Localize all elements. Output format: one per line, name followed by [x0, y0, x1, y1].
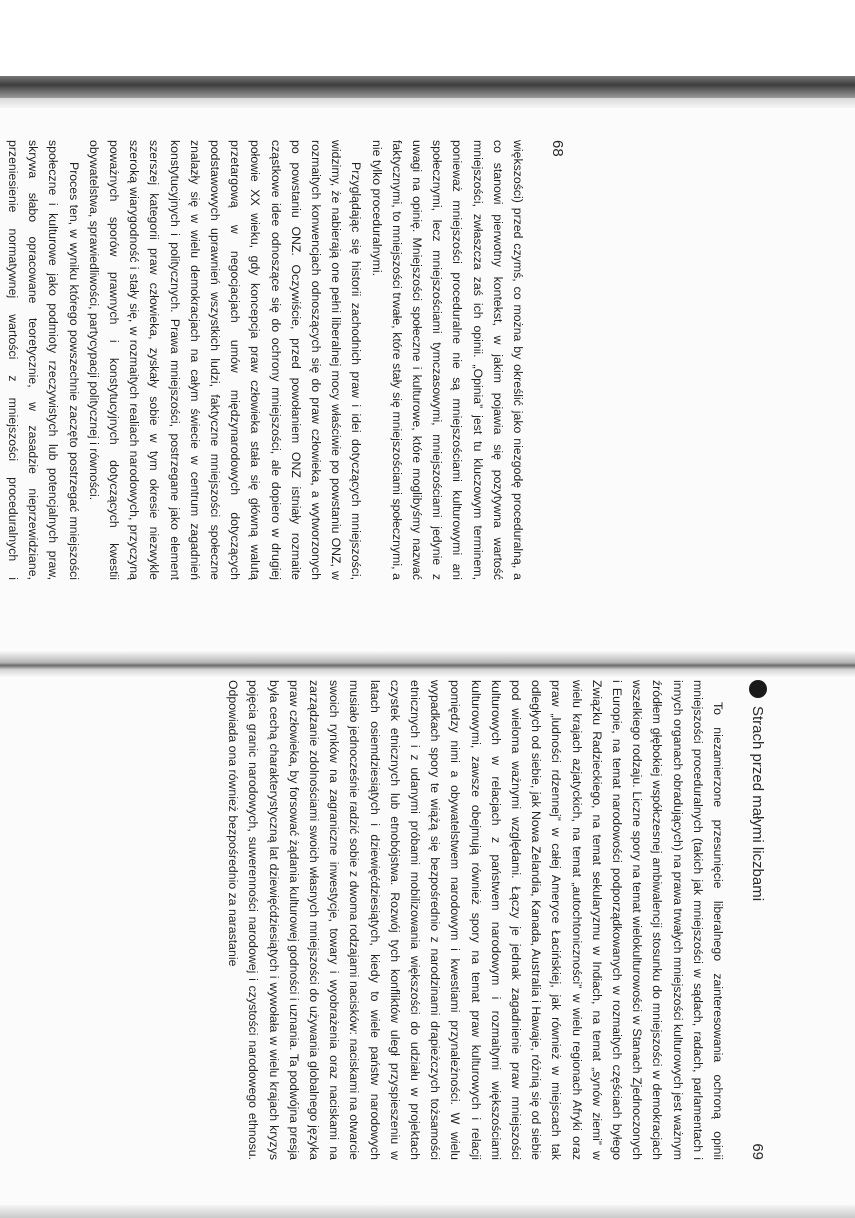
paragraph: Przyglądając się historii zachodnich praw i idei dotyczących mniejszości, widzimy, że nabierają one pełni liberalnej mocy właściwie po powstaniu ONZ, w rozmaitych konwencjach odnoszących się do praw człowieka, a wytworzonych po powstaniu ONZ. Oczywiście, przed powołaniem ONZ istniały rozmaite cząstkowe idee odnoszące się do ochrony mniejszości, ale dopiero w drugiej połowie XX wieku, gdy koncepcja praw człowieka stała się główną walutą przetargową w negocjacjach umów międzynarodowych dotyczących podstawowych uprawnień wszystkich ludzi, faktyczne mniejszości społeczne znalazły się w wielu demokracjach na całym świecie w centrum zagadnień konstytucyjnych i politycznych. Prawa mniejszości, postrzegane jako element szerszej kategorii praw człowieka, zyskały sobie w tym okresie niezwykle szeroką wiarygodność i stały się, w rozmaitych realiach narodowych, przyczyną poważnych sporów prawnych i konstytucyjnych dotyczących kwestii obywatelstwa, sprawiedliwości, partycypacji politycznej i równości.	[86, 140, 364, 580]
page-68	[5, 140, 578, 580]
book-edge-shadow	[0, 98, 855, 108]
page-69	[78, 680, 778, 1160]
paragraph: większości) przed czymś, co można by określić jako niezgodę proceduralną, a co stanowi pierwotny kontekst, w jakim pojawia się pozytywna wartość mniejszości, zwłaszcza zaś ich opinii. „Opinia” jest tu kluczowym terminem, ponieważ mniejszości proceduralne nie są mniejszościami kulturowymi ani społecznymi, lecz mniejszościami tymczasowymi, mniejszościami jedynie z uwagi na opinię. Mniejszości społeczne i kulturowe, które moglibyśmy nazwać faktycznymi, to mniejszości trwałe, które stały się mniejszościami społecznymi, a nie tylko proceduralnymi.	[369, 140, 525, 580]
page-number: 69	[749, 1143, 767, 1160]
page-number: 68	[549, 140, 567, 157]
dot-icon	[749, 680, 767, 698]
page-text	[223, 680, 728, 1160]
bottom-edge	[0, 1205, 855, 1218]
paragraph: To niezamierzone przesunięcie liberalnego zainteresowania ochroną opinii mniejszości proceduralnych (takich jak mniejszości w sądach, radach, parlamentach i innych organach obradujących) na prawa trwałych mniejszości kulturowych jest ważnym źródłem głębokiej współczesnej ambiwalencji stosunku do mniejszości w demokracjach wszelkiego rodzaju. Liczne spory na temat wielokulturowości w Stanach Zjednoczonych i Europie, na temat narodowości podporządkowanych w rozmaitych częściach byłego Związku Radzieckiego, na temat sekularyzmu w Indiach, na temat „synów ziemi” w wielu krajach azjatyckich, na temat „autochtoniczności” w wielu regionach Afryki oraz praw „ludności rdzennej” w całej Ameryce Łacińskiej, jak również w miejscach tak odległych od siebie, jak Nowa Zelandia, Kanada, Australia i Hawaje, różnią się od siebie pod wieloma ważnymi względami. Łączy je jednak zagadnienie praw mniejszości kulturowych w relacjach z państwem narodowym i rozmaitymi większościami kulturowymi, zawsze obejmują również spory na temat praw kulturowych i relacji pomiędzy nimi a obywatelstwem narodowym i kwestiami przynależności. W wielu wypadkach spory te wiążą się bezpośrednio z narodzinami drapieżczych tożsamości etnicznych i z udanymi próbami mobilizowania większości do udziału w projektach czystek etnicznych lub etnobójstwa. Rozwój tych konfliktów uległ przyspieszeniu w latach osiemdziesiątych i dziewięćdziesiątych, kiedy to wiele państw narodowych musiało jednocześnie radzić sobie z dwoma rodzajami nacisków: naciskami na otwarcie swoich rynków na zagraniczne inwestycje, towary i wyobrażenia oraz naciskami na zarządzanie zdolnościami swoich własnych mniejszości do używania globalnego języka praw człowieka, by forsować żądania kulturowej godności i uznania. Ta podwójna presja była cechą charakterystyczną lat dziewięćdziesiątych i wywołała w wielu krajach kryzys pojęcia granic narodowych, suwerenności narodowej i czystości narodowego ethnosu. Odpowiada ona również bezpośrednio za narastanie	[226, 680, 725, 1160]
book-gutter	[0, 650, 855, 678]
book-edge	[0, 76, 855, 98]
page-header	[538, 140, 578, 580]
running-title	[749, 680, 767, 901]
page-header	[738, 680, 778, 1160]
page-text	[0, 140, 528, 580]
top-margin	[0, 0, 855, 76]
running-title-text: Strach przed małymi liczbami	[749, 706, 767, 902]
paragraph: Proces ten, w wyniku którego powszechnie zaczęto postrzegać mniejszości społeczne i kulturowe jako podmioty rzeczywistych lub potencjalnych praw, skrywa słabo opracowane teoretycznie, w zasadzie nieprzewidziane, przeniesienie normatywnej wartości z mniejszości proceduralnych i	[5, 140, 81, 580]
